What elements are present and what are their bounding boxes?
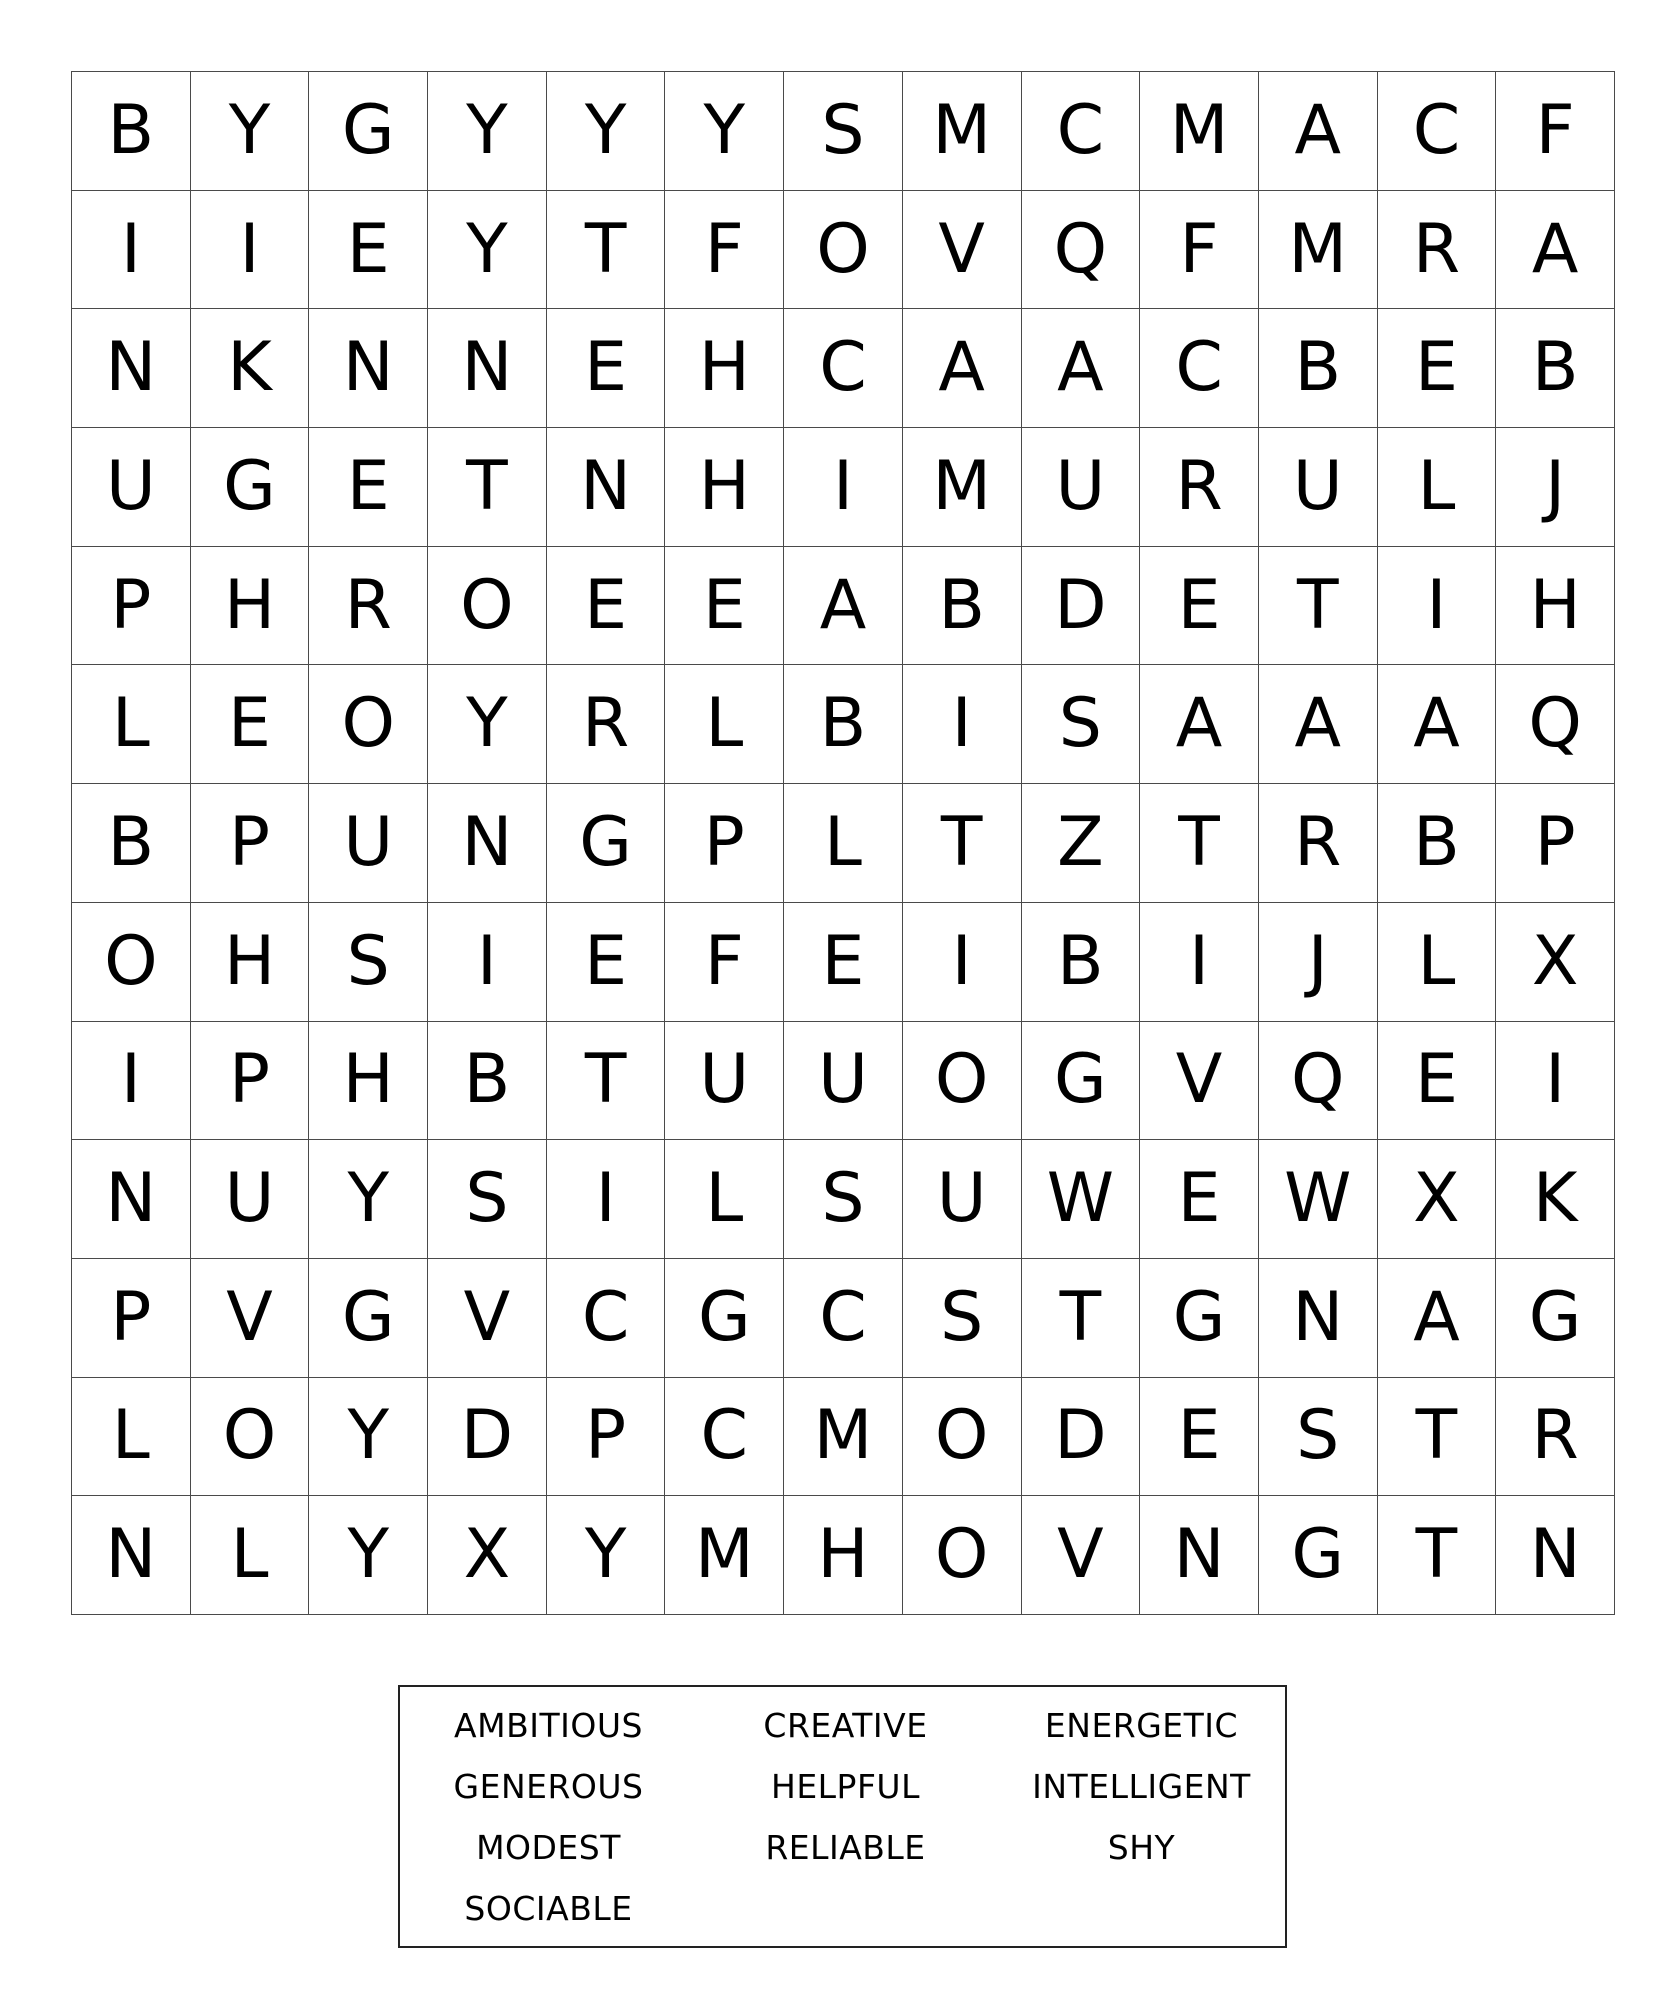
grid-cell[interactable]: X <box>1496 903 1615 1022</box>
grid-cell[interactable]: L <box>1378 428 1497 547</box>
grid-cell[interactable]: N <box>1496 1496 1615 1615</box>
word-bank-item: GENEROUS <box>453 1767 644 1806</box>
grid-cell[interactable]: Z <box>1022 784 1141 903</box>
grid-cell[interactable]: A <box>1378 665 1497 784</box>
grid-cell[interactable]: B <box>784 665 903 784</box>
grid-cell[interactable]: E <box>547 547 666 666</box>
grid-cell[interactable]: G <box>1140 1259 1259 1378</box>
grid-cell[interactable]: S <box>784 1140 903 1259</box>
grid-cell[interactable]: Y <box>428 665 547 784</box>
grid-cell[interactable]: T <box>428 428 547 547</box>
grid-cell[interactable]: A <box>784 547 903 666</box>
grid-cell[interactable]: L <box>72 1378 191 1497</box>
grid-cell[interactable]: N <box>72 309 191 428</box>
word-bank-item: SOCIABLE <box>464 1889 633 1928</box>
grid-cell[interactable]: P <box>191 784 310 903</box>
grid-cell[interactable]: N <box>1259 1259 1378 1378</box>
grid-cell[interactable]: B <box>1259 309 1378 428</box>
grid-cell[interactable]: X <box>428 1496 547 1615</box>
grid-cell[interactable]: M <box>665 1496 784 1615</box>
grid-cell[interactable]: H <box>191 547 310 666</box>
grid-cell[interactable]: H <box>309 1022 428 1141</box>
grid-cell[interactable]: S <box>428 1140 547 1259</box>
grid-cell[interactable]: E <box>1378 309 1497 428</box>
grid-cell[interactable]: G <box>191 428 310 547</box>
grid-cell[interactable]: U <box>72 428 191 547</box>
grid-cell[interactable]: B <box>903 547 1022 666</box>
grid-cell[interactable]: B <box>72 784 191 903</box>
grid-cell[interactable]: L <box>191 1496 310 1615</box>
grid-cell[interactable]: A <box>1259 665 1378 784</box>
grid-cell[interactable]: E <box>309 428 428 547</box>
grid-cell[interactable]: Y <box>547 72 666 191</box>
grid-cell[interactable]: F <box>665 903 784 1022</box>
grid-cell[interactable]: T <box>1259 547 1378 666</box>
grid-cell[interactable]: V <box>1022 1496 1141 1615</box>
grid-cell[interactable]: C <box>547 1259 666 1378</box>
grid-cell[interactable]: K <box>1496 1140 1615 1259</box>
word-bank-item: AMBITIOUS <box>454 1706 643 1745</box>
grid-cell[interactable]: I <box>428 903 547 1022</box>
word-bank <box>398 1685 1287 1948</box>
grid-cell[interactable]: J <box>1259 903 1378 1022</box>
grid-cell[interactable]: H <box>1496 547 1615 666</box>
grid-cell[interactable]: T <box>547 191 666 310</box>
grid-cell[interactable]: E <box>1140 547 1259 666</box>
grid-cell[interactable]: P <box>1496 784 1615 903</box>
grid-cell[interactable]: E <box>1140 1140 1259 1259</box>
grid-cell[interactable]: G <box>1022 1022 1141 1141</box>
grid-cell[interactable]: O <box>191 1378 310 1497</box>
grid-cell[interactable]: W <box>1259 1140 1378 1259</box>
grid-cell[interactable]: N <box>309 309 428 428</box>
grid-cell[interactable]: O <box>903 1496 1022 1615</box>
grid-cell[interactable]: F <box>1140 191 1259 310</box>
grid-cell[interactable]: D <box>1022 1378 1141 1497</box>
word-bank-item: SHY <box>1107 1828 1176 1867</box>
grid-cell[interactable]: S <box>784 72 903 191</box>
grid-cell[interactable]: N <box>72 1140 191 1259</box>
grid-cell[interactable]: N <box>547 428 666 547</box>
grid-cell[interactable]: U <box>191 1140 310 1259</box>
grid-cell[interactable]: G <box>665 1259 784 1378</box>
grid-cell[interactable]: Y <box>309 1496 428 1615</box>
grid-cell[interactable]: Y <box>191 72 310 191</box>
grid-cell[interactable]: A <box>1140 665 1259 784</box>
word-bank-item: RELIABLE <box>765 1828 926 1867</box>
grid-cell[interactable]: G <box>547 784 666 903</box>
grid-cell[interactable]: C <box>1140 309 1259 428</box>
grid-cell[interactable]: B <box>428 1022 547 1141</box>
grid-cell[interactable]: I <box>903 903 1022 1022</box>
grid-cell[interactable]: O <box>72 903 191 1022</box>
grid-cell[interactable]: T <box>1378 1496 1497 1615</box>
grid-cell[interactable]: H <box>784 1496 903 1615</box>
grid-cell[interactable]: W <box>1022 1140 1141 1259</box>
letter-grid <box>71 71 1615 1615</box>
grid-cell[interactable]: J <box>1496 428 1615 547</box>
grid-cell[interactable]: Q <box>1022 191 1141 310</box>
grid-cell[interactable]: O <box>309 665 428 784</box>
grid-cell[interactable]: L <box>72 665 191 784</box>
grid-cell[interactable]: M <box>784 1378 903 1497</box>
grid-cell[interactable]: X <box>1378 1140 1497 1259</box>
grid-cell[interactable]: E <box>665 547 784 666</box>
grid-cell[interactable]: D <box>428 1378 547 1497</box>
grid-cell[interactable]: H <box>665 428 784 547</box>
grid-cell[interactable]: M <box>1259 191 1378 310</box>
grid-cell[interactable]: I <box>72 191 191 310</box>
grid-cell[interactable]: O <box>903 1378 1022 1497</box>
grid-cell[interactable]: E <box>191 665 310 784</box>
grid-cell[interactable]: B <box>1022 903 1141 1022</box>
grid-cell[interactable]: A <box>1259 72 1378 191</box>
grid-cell[interactable]: V <box>903 191 1022 310</box>
grid-cell[interactable]: P <box>72 547 191 666</box>
grid-cell[interactable]: G <box>1259 1496 1378 1615</box>
grid-cell[interactable]: U <box>784 1022 903 1141</box>
grid-cell[interactable]: E <box>309 191 428 310</box>
grid-cell[interactable]: T <box>547 1022 666 1141</box>
grid-cell[interactable]: E <box>547 309 666 428</box>
word-bank-item: HELPFUL <box>771 1767 920 1806</box>
grid-cell[interactable]: P <box>665 784 784 903</box>
word-bank-item: MODEST <box>476 1828 621 1867</box>
word-bank-item: CREATIVE <box>763 1706 928 1745</box>
grid-cell[interactable]: S <box>1259 1378 1378 1497</box>
grid-cell[interactable]: Y <box>665 72 784 191</box>
grid-cell[interactable]: I <box>784 428 903 547</box>
grid-cell[interactable]: R <box>309 547 428 666</box>
grid-cell[interactable]: C <box>784 309 903 428</box>
grid-cell[interactable]: G <box>309 72 428 191</box>
grid-cell[interactable]: F <box>665 191 784 310</box>
grid-cell[interactable]: L <box>1378 903 1497 1022</box>
grid-cell[interactable]: U <box>1259 428 1378 547</box>
grid-cell[interactable]: B <box>1496 309 1615 428</box>
grid-cell[interactable]: O <box>903 1022 1022 1141</box>
grid-cell[interactable]: I <box>191 191 310 310</box>
grid-cell[interactable]: C <box>665 1378 784 1497</box>
grid-cell[interactable]: C <box>784 1259 903 1378</box>
grid-cell[interactable]: M <box>903 428 1022 547</box>
grid-cell[interactable]: A <box>1378 1259 1497 1378</box>
grid-cell[interactable]: R <box>547 665 666 784</box>
grid-cell[interactable]: I <box>72 1022 191 1141</box>
grid-cell[interactable]: L <box>784 784 903 903</box>
grid-cell[interactable]: G <box>309 1259 428 1378</box>
grid-cell[interactable]: I <box>1496 1022 1615 1141</box>
grid-cell[interactable]: B <box>1378 784 1497 903</box>
grid-cell[interactable]: Q <box>1496 665 1615 784</box>
grid-cell[interactable]: I <box>903 665 1022 784</box>
grid-cell[interactable]: I <box>1378 547 1497 666</box>
grid-cell[interactable]: I <box>547 1140 666 1259</box>
grid-cell[interactable]: D <box>1022 547 1141 666</box>
grid-cell[interactable]: C <box>1022 72 1141 191</box>
grid-cell[interactable]: R <box>1496 1378 1615 1497</box>
grid-cell[interactable]: E <box>1378 1022 1497 1141</box>
grid-cell[interactable]: N <box>1140 1496 1259 1615</box>
grid-cell[interactable]: Y <box>428 191 547 310</box>
grid-cell[interactable]: M <box>1140 72 1259 191</box>
word-bank-item: ENERGETIC <box>1044 1706 1239 1745</box>
grid-cell[interactable]: V <box>428 1259 547 1378</box>
grid-cell[interactable]: N <box>428 309 547 428</box>
grid-cell[interactable]: L <box>665 665 784 784</box>
grid-cell[interactable]: R <box>1259 784 1378 903</box>
grid-cell[interactable]: T <box>1140 784 1259 903</box>
grid-cell[interactable]: P <box>191 1022 310 1141</box>
grid-cell[interactable]: V <box>1140 1022 1259 1141</box>
grid-cell[interactable]: Y <box>309 1140 428 1259</box>
grid-cell[interactable]: L <box>665 1140 784 1259</box>
word-bank-item: INTELLIGENT <box>1032 1767 1251 1806</box>
grid-cell[interactable]: Y <box>547 1496 666 1615</box>
grid-cell[interactable]: T <box>903 784 1022 903</box>
grid-cell[interactable]: Y <box>428 72 547 191</box>
grid-cell[interactable]: N <box>428 784 547 903</box>
grid-cell[interactable]: A <box>1496 191 1615 310</box>
grid-cell[interactable]: U <box>665 1022 784 1141</box>
grid-cell[interactable]: S <box>309 903 428 1022</box>
grid-cell[interactable]: O <box>428 547 547 666</box>
grid-cell[interactable]: T <box>1378 1378 1497 1497</box>
grid-cell[interactable]: B <box>72 72 191 191</box>
grid-cell[interactable]: H <box>191 903 310 1022</box>
grid-cell[interactable]: V <box>191 1259 310 1378</box>
grid-cell[interactable]: E <box>1140 1378 1259 1497</box>
grid-cell[interactable]: R <box>1378 191 1497 310</box>
grid-cell[interactable]: U <box>1022 428 1141 547</box>
grid-cell[interactable]: S <box>1022 665 1141 784</box>
grid-cell[interactable]: P <box>547 1378 666 1497</box>
grid-cell[interactable]: M <box>903 72 1022 191</box>
grid-cell[interactable]: Q <box>1259 1022 1378 1141</box>
grid-cell[interactable]: U <box>309 784 428 903</box>
grid-cell[interactable]: H <box>665 309 784 428</box>
grid-cell[interactable]: I <box>1140 903 1259 1022</box>
grid-cell[interactable]: C <box>1378 72 1497 191</box>
grid-cell[interactable]: Y <box>309 1378 428 1497</box>
grid-cell[interactable]: F <box>1496 72 1615 191</box>
grid-cell[interactable]: E <box>547 903 666 1022</box>
grid-cell[interactable]: P <box>72 1259 191 1378</box>
grid-cell[interactable]: U <box>903 1140 1022 1259</box>
grid-cell[interactable]: O <box>784 191 903 310</box>
grid-cell[interactable]: A <box>903 309 1022 428</box>
grid-cell[interactable]: E <box>784 903 903 1022</box>
grid-cell[interactable]: R <box>1140 428 1259 547</box>
grid-cell[interactable]: A <box>1022 309 1141 428</box>
grid-cell[interactable]: S <box>903 1259 1022 1378</box>
grid-cell[interactable]: N <box>72 1496 191 1615</box>
grid-cell[interactable]: G <box>1496 1259 1615 1378</box>
grid-cell[interactable]: T <box>1022 1259 1141 1378</box>
grid-cell[interactable]: K <box>191 309 310 428</box>
